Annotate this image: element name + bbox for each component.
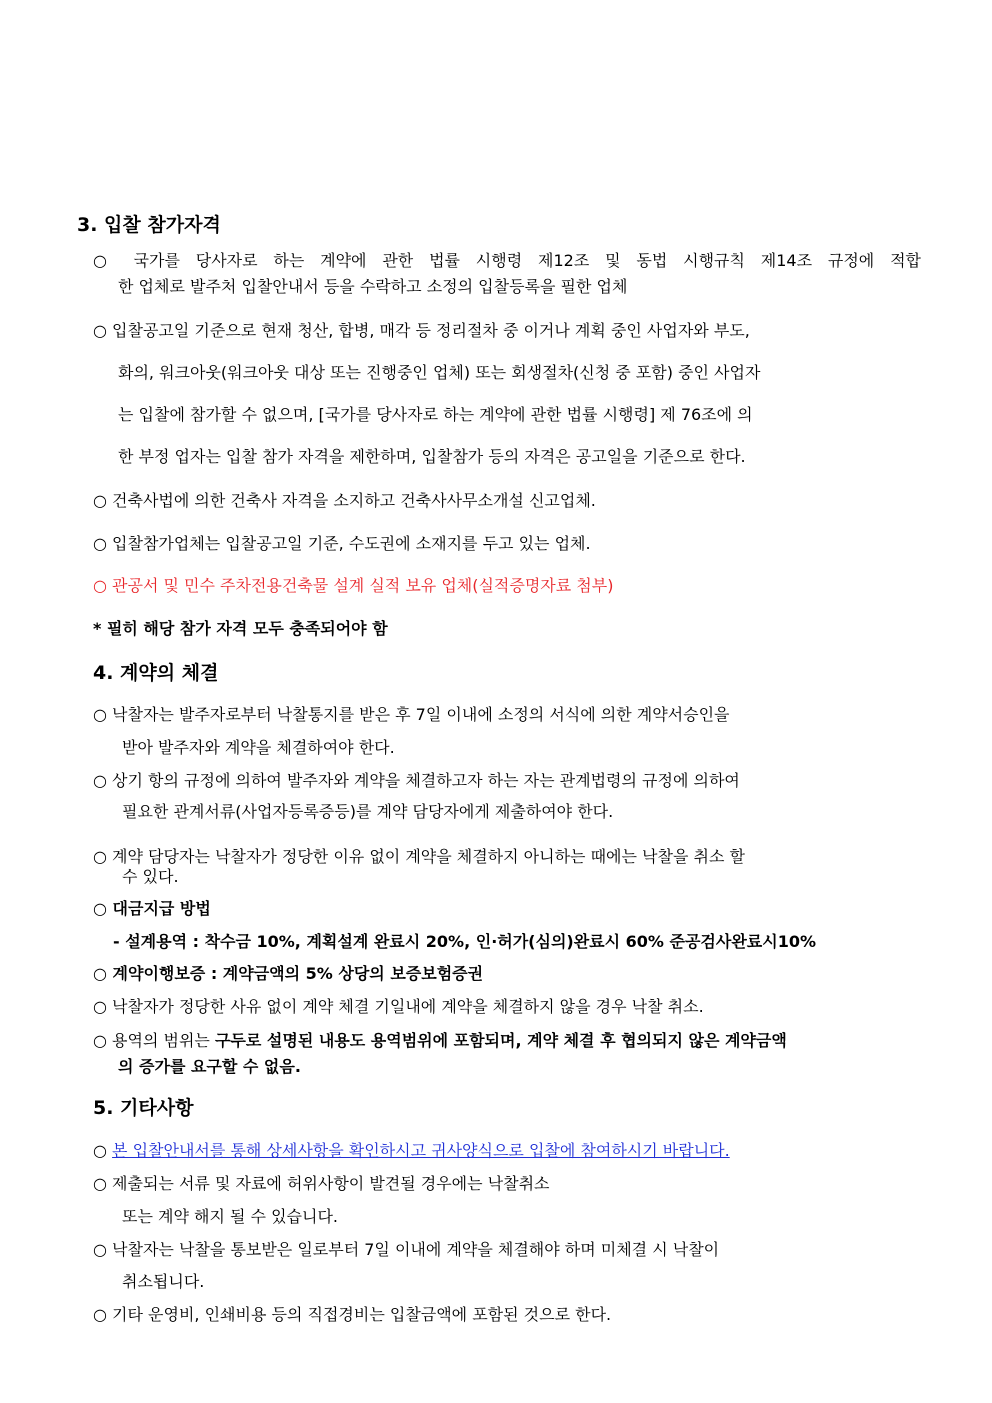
s5-item-1 (93, 1140, 730, 1162)
s5-item-2-line-1: ○ 제출되는 서류 및 자료에 허위사항이 발견될 경우에는 낙찰취소 (93, 1174, 550, 1193)
s4-performance-guarantee: ○ 계약이행보증 : 계약금액의 5% 상당의 보증보험증권 (93, 964, 484, 983)
s3-item-2-line-2: 화의, 워크아웃(워크아웃 대상 또는 진행중인 업체) 또는 회생절차(신청 중 포함) 중인 사업자 (118, 363, 761, 382)
s5-item-2-line-2: 또는 계약 해지 될 수 있습니다. (122, 1207, 338, 1226)
s4-item-cancel: ○ 낙찰자가 정당한 사유 없이 계약 체결 기일내에 계약을 체결하지 않을 경우 낙찰 취소. (93, 997, 704, 1016)
s4-item-3-line-2: 수 있다. (122, 867, 179, 886)
s3-item-3: ○ 건축사법에 의한 건축사 자격을 소지하고 건축사사무소개설 신고업체. (93, 491, 596, 510)
s3-item-1-line-2: 한 업체로 발주처 입찰안내서 등을 수락하고 소정의 입찰등록을 필한 업체 (118, 277, 628, 296)
s4-item-1-line-1: ○ 낙찰자는 발주자로부터 낙찰통지를 받은 후 7일 이내에 소정의 서식에 의한 계약서승인을 (93, 705, 730, 724)
s4-item-2-line-2: 필요한 관계서류(사업자등록증등)를 계약 담당자에게 제출하여야 한다. (122, 802, 614, 821)
s4-payment-heading: ○ 대금지급 방법 (93, 899, 211, 918)
s4-scope-bold: 구두로 설명된 내용도 용역범위에 포함되며, 계약 체결 후 협의되지 않은 계약금액 (214, 1031, 787, 1050)
s3-item-5-red: ○ 관공서 및 민수 주차전용건축물 설계 실적 보유 업체(실적증명자료 첨부) (93, 576, 614, 595)
s3-item-1-line-1: ○ 국가를 당사자로 하는 계약에 관한 법률 시행령 제12조 및 동법 시행규칙 제14조 규정에 적합 (93, 251, 921, 270)
s4-item-2-line-1: ○ 상기 항의 규정에 의하여 발주자와 계약을 체결하고자 하는 자는 관계법령의 규정에 의하여 (93, 771, 740, 790)
section-5-heading: 5. 기타사항 (93, 1097, 194, 1119)
s5-item-4: ○ 기타 운영비, 인쇄비용 등의 직접경비는 입찰금액에 포함된 것으로 한다. (93, 1305, 612, 1324)
s3-note: * 필히 해당 참가 자격 모두 충족되어야 함 (93, 619, 388, 638)
s5-item-3-line-1: ○ 낙찰자는 낙찰을 통보받은 일로부터 7일 이내에 계약을 체결해야 하며 미체결 시 낙찰이 (93, 1240, 720, 1259)
s4-item-1-line-2: 받아 발주자와 계약을 체결하여야 한다. (122, 738, 395, 757)
s4-payment-detail: - 설계용역 : 착수금 10%, 계획설계 완료시 20%, 인·허가(심의)완료시 60% 준공검사완료시10% (113, 932, 817, 951)
s3-item-2-line-4: 한 부정 업자는 입찰 참가 자격을 제한하며, 입찰참가 등의 자격은 공고일을 기준으로 한다. (118, 447, 746, 466)
s4-scope-lead: ○ 용역의 범위는 (93, 1031, 215, 1050)
s3-item-2-line-1: ○ 입찰공고일 기준으로 현재 청산, 합병, 매각 등 정리절차 중 이거나 계획 중인 사업자와 부도, (93, 321, 750, 340)
s3-item-2-line-3: 는 입찰에 참가할 수 없으며, [국가를 당사자로 하는 계약에 관한 법률 시행령] 제 76조에 의 (118, 405, 753, 424)
s4-scope-line-2: 의 증가를 요구할 수 없음. (118, 1057, 301, 1076)
s5-item-3-line-2: 취소됩니다. (122, 1272, 205, 1291)
section-4-heading: 4. 계약의 체결 (93, 662, 219, 684)
s4-scope-line-1 (93, 1030, 921, 1052)
section-3-heading: 3. 입찰 참가자격 (77, 214, 221, 236)
s4-item-3-line-1: ○ 계약 담당자는 낙찰자가 정당한 이유 없이 계약을 체결하지 아니하는 때에는 낙찰을 취소 할 (93, 847, 745, 866)
s5-item-1-bullet: ○ (93, 1141, 113, 1160)
s5-guide-link[interactable]: 본 입찰안내서를 통해 상세사항을 확인하시고 귀사양식으로 입찰에 참여하시기 바랍니다. (112, 1141, 730, 1160)
s3-item-4: ○ 입찰참가업체는 입찰공고일 기준, 수도권에 소재지를 두고 있는 업체. (93, 534, 591, 553)
